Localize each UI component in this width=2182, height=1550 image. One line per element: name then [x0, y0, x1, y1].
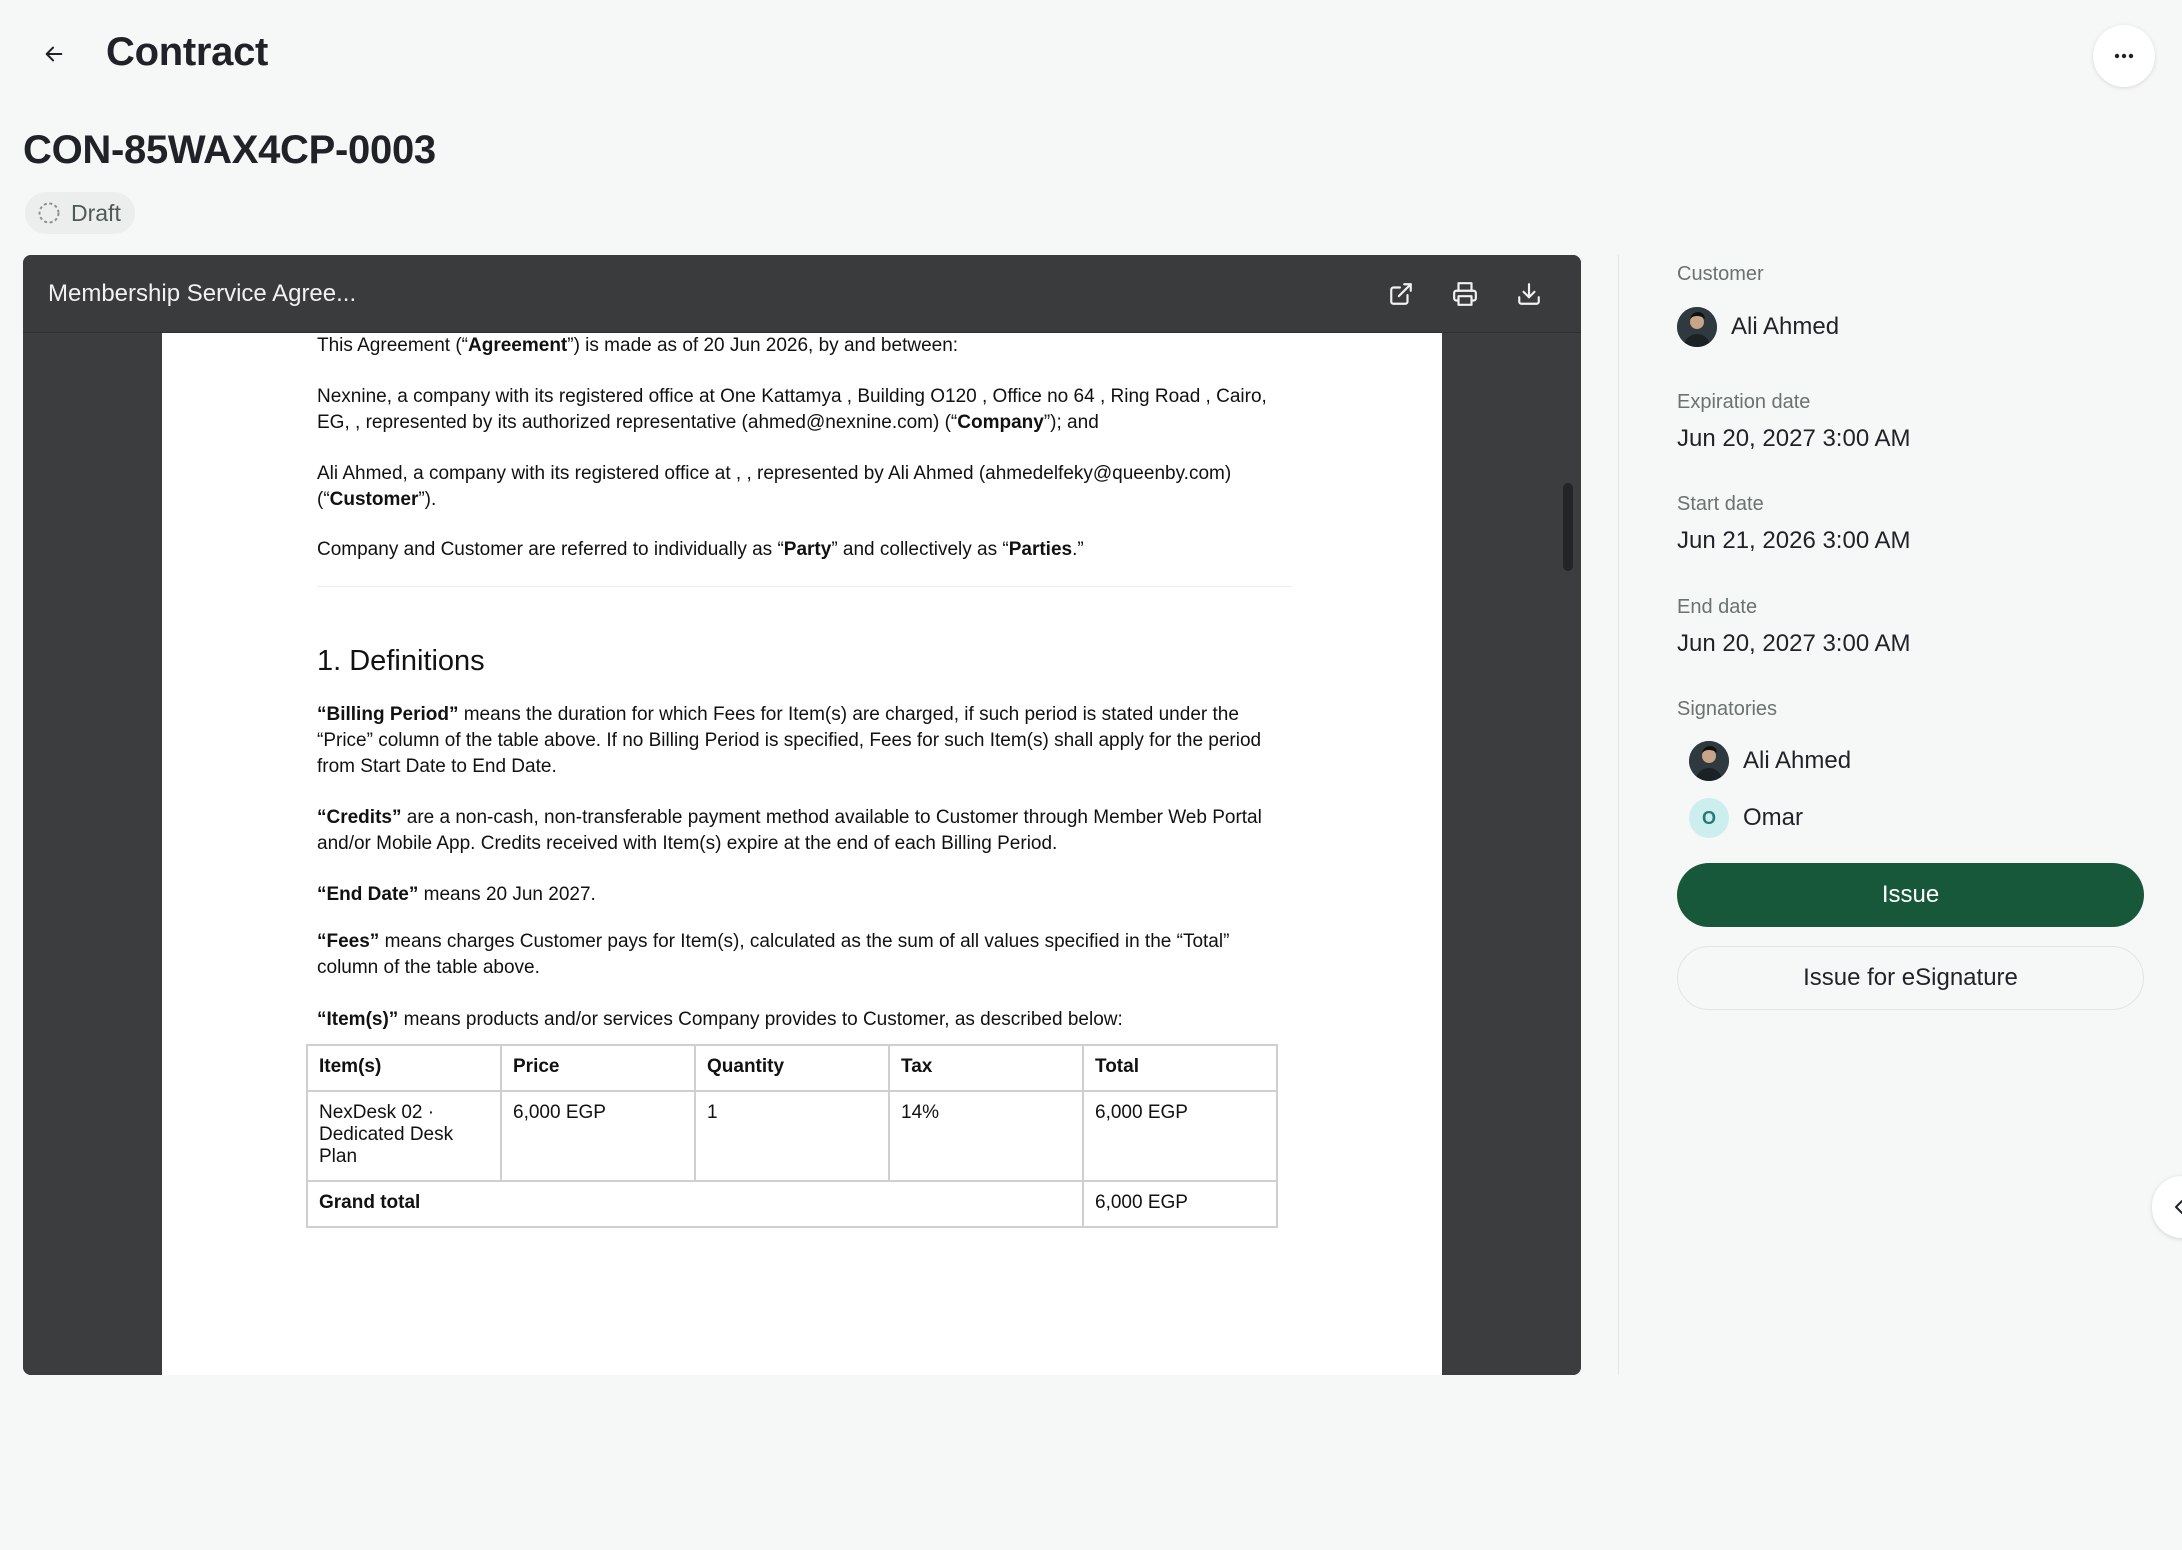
column-header-quantity: Quantity [695, 1045, 889, 1091]
intro-text: This Agreement (“Agreement”) is made as of 20 Jun 2026, by and between: [317, 335, 959, 356]
more-horizontal-icon [2112, 44, 2136, 68]
company-text: Nexnine, a company with its registered office at One Kattamya , Building O120 , Office no 64 , Ring Road , Cairo, EG, , represented by its authorized representative (ahmed@nexnine.com) (“Company”); and [317, 386, 1267, 433]
sidebar-toggle-button[interactable] [2152, 1176, 2182, 1238]
definition-end-date [317, 882, 1292, 908]
print-button[interactable] [1444, 273, 1486, 315]
definition-fees [317, 929, 1292, 981]
status-badge [25, 192, 135, 234]
definition-term: “Fees” [317, 931, 380, 952]
definition-term: “Credits” [317, 807, 402, 828]
end-date-label: End date [1677, 596, 1758, 618]
definition-credits [317, 805, 1292, 857]
grand-total-value: 6,000 EGP [1083, 1181, 1277, 1227]
contract-id: CON-85WAX4CP-0003 [23, 128, 436, 172]
definition-text: means products and/or services Company provides to Customer, as described below: [398, 1009, 1123, 1030]
definition-term: “Item(s)” [317, 1009, 399, 1030]
document-title: Membership Service Agree... [48, 280, 357, 307]
open-external-button[interactable] [1380, 273, 1422, 315]
definition-billing-period [317, 702, 1292, 780]
items-table [306, 1044, 1278, 1228]
table-row [307, 1091, 1277, 1181]
company-paragraph [317, 384, 1292, 436]
customer-text: Ali Ahmed, a company with its registered office at , , represented by Ali Ahmed (ahmedelfeky@queenby.com) (“Customer”). [317, 463, 1232, 510]
signatory-initial-avatar: O [1689, 798, 1729, 838]
signatory-item [1689, 741, 1851, 781]
customer-avatar [1677, 307, 1717, 347]
signatory-name: Ali Ahmed [1743, 747, 1852, 774]
item-price-cell: 6,000 EGP [501, 1091, 695, 1181]
more-options-button[interactable] [2093, 25, 2155, 87]
table-header-row [307, 1045, 1277, 1091]
signatory-avatar [1689, 741, 1729, 781]
parties-text: Company and Customer are referred to individually as “Party” and collectively as “Parties.” [317, 539, 1084, 560]
arrow-left-icon [43, 43, 65, 65]
definition-text: means 20 Jun 2027. [418, 884, 596, 905]
grand-total-label: Grand total [307, 1181, 1083, 1227]
customer-name: Ali Ahmed [1731, 313, 1840, 340]
status-label: Draft [71, 199, 121, 226]
definition-text: means the duration for which Fees for Item(s) are charged, if such period is stated under the “Price” column of the table above. If no Billing Period is specified, Fees for such Item(s) shall apply for the period from Start Date to End Date. [317, 704, 1262, 777]
start-date-value: Jun 21, 2026 3:00 AM [1677, 527, 1911, 554]
item-name-cell: NexDesk 02 · Dedicated Desk Plan [307, 1091, 501, 1181]
page-header [0, 0, 2182, 112]
definition-text: are a non-cash, non-transferable payment method available to Customer through Member Web Portal and/or Mobile App. Credits received with Item(s) expire at the end of each Billing Period. [317, 807, 1262, 854]
user-photo-icon [1689, 741, 1729, 781]
draft-status-icon [37, 201, 61, 225]
download-icon [1516, 281, 1542, 307]
definition-term: “Billing Period” [317, 704, 459, 725]
section-heading: 1. Definitions [317, 645, 485, 677]
intro-paragraph [317, 333, 1292, 359]
parties-paragraph [317, 537, 1292, 563]
item-tax-cell: 14% [889, 1091, 1083, 1181]
column-header-price: Price [501, 1045, 695, 1091]
customer-paragraph [317, 461, 1292, 513]
grand-total-row [307, 1181, 1277, 1227]
back-button[interactable] [34, 34, 74, 74]
signatory-item [1689, 798, 1803, 838]
external-link-icon [1388, 281, 1414, 307]
section-divider [317, 586, 1292, 587]
download-button[interactable] [1508, 273, 1550, 315]
user-photo-icon [1677, 307, 1717, 347]
viewer-scrollbar[interactable] [1563, 483, 1573, 571]
customer-label: Customer [1677, 263, 1764, 285]
customer-field[interactable] [1677, 307, 1839, 347]
expiration-value: Jun 20, 2027 3:00 AM [1677, 425, 1911, 452]
column-header-total: Total [1083, 1045, 1277, 1091]
chevron-left-icon [2172, 1198, 2182, 1216]
sidebar-divider [1618, 255, 1619, 1375]
signatories-label: Signatories [1677, 698, 1778, 720]
viewer-body[interactable] [23, 333, 1581, 1375]
definition-items [317, 1007, 1292, 1033]
item-total-cell: 6,000 EGP [1083, 1091, 1277, 1181]
column-header-items: Item(s) [307, 1045, 501, 1091]
end-date-value: Jun 20, 2027 3:00 AM [1677, 630, 1911, 657]
issue-esignature-button[interactable]: Issue for eSignature [1677, 946, 2144, 1010]
page-title: Contract [106, 30, 269, 74]
column-header-tax: Tax [889, 1045, 1083, 1091]
signatory-name: Omar [1743, 804, 1803, 831]
definition-term: “End Date” [317, 884, 419, 905]
expiration-label: Expiration date [1677, 391, 1811, 413]
item-quantity-cell: 1 [695, 1091, 889, 1181]
printer-icon [1452, 281, 1478, 307]
document-page [162, 333, 1442, 1375]
definition-text: means charges Customer pays for Item(s), calculated as the sum of all values specified in the “Total” column of the table above. [317, 931, 1230, 978]
viewer-toolbar [23, 255, 1581, 333]
document-viewer [23, 255, 1581, 1375]
start-date-label: Start date [1677, 493, 1764, 515]
issue-button[interactable]: Issue [1677, 863, 2144, 927]
